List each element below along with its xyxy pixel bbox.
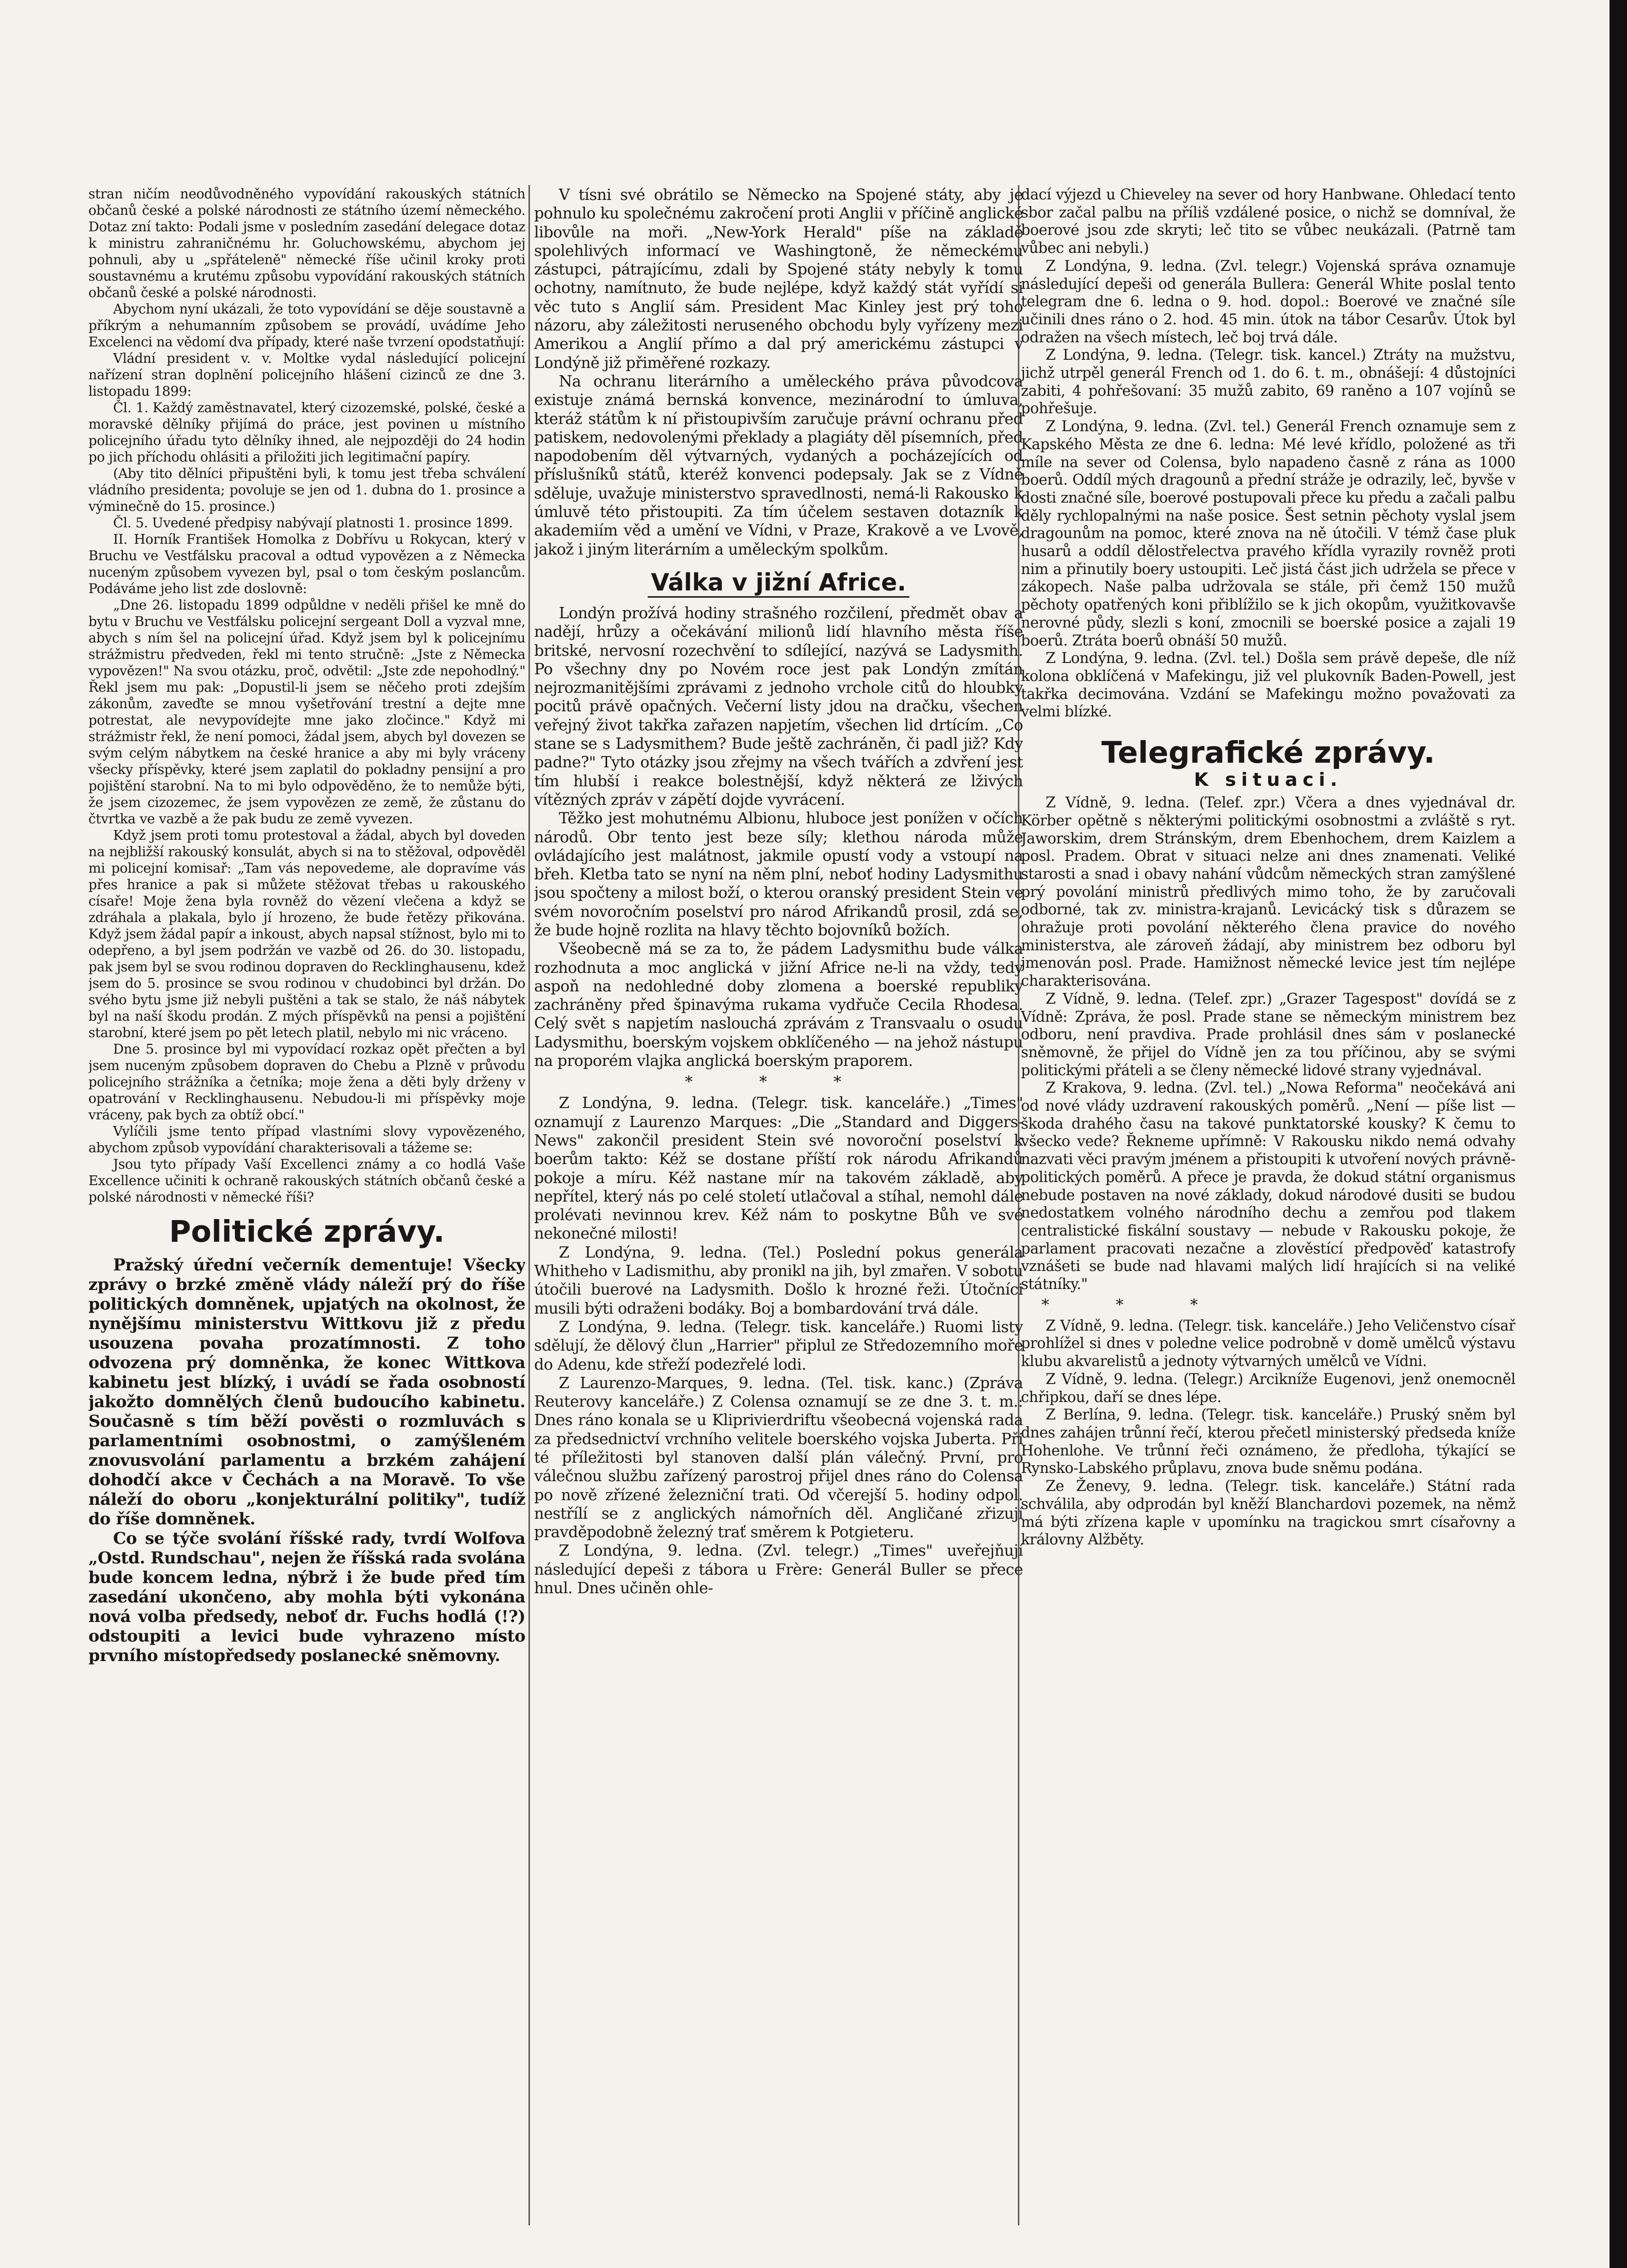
news-item: Z Londýna, 9. ledna. (Telegr. tisk. kanceláře.) „Times" oznamují z Laurenzo Marques: „Die „Standard and Diggers-News" zakončil president Stein své novoroční poselství k boerům takto: Kéž se dostane příští rok národu Afrikandů pokoje a míru. Kéž nastane mír na takovém základě, aby nepřítel, který nás po celé století utlačoval a stíhal, nemohl dále prolévati nevinnou krev. Kéž nám to poskytne Bůh ve své nekonečné milosti! [534,1094,1023,1243]
article-paragraph: Dne 5. prosince byl mi vypovídací rozkaz opět přečten a byl jsem nuceným způsobem dopraven do Chebu a Plzně v průvodu policejního strážníka a četníka; moje žena a děti byly drženy v opatrování v Recklinghausenu. Nebudou-li mi příspěvky moje vráceny, pak bych za obtíž obcí." [88,1042,525,1123]
article-paragraph: Když jsem proti tomu protestoval a žádal, abych byl doveden na nejbližší rakouský konsulát, abych si na to stěžoval, odpověděl mi policejní komisař: „Tam vás nepovedeme, ale dopravíme vás přes hranice a pak si můžete stěžovat třebas u rakouského císaře! Moje žena byla rovněž do vězení vlečena a když se zdráhala a plakala, bylo jí hrozeno, že bude řetězy přikována. Když jsem žádal papír a inkoust, abych napsal stížnost, bylo mi to odepřeno, a byl jsem podržán ve vazbě od 26. do 30. listopadu, pak jsem byl se svou rodinou dopraven do Recklinghausenu, kdež jsem do 5. prosince se svou rodinou v chudobinci byl držán. Do svého bytu jsme již nebyli puštěni a tak se stalo, že náš nábytek byl na naší škodu prodán. Z mých příspěvků na pensi a pojištění starobní, které jsem po pět letech platil, nebylo mi nic vráceno. [88,828,525,1041]
article-paragraph: Na ochranu literárního a uměleckého práva původcova existuje známá bernská konvence, mezinárodní to úmluva, kteráž státům k ní přistoupivším zaručuje právní ochranu před patiskem, nedovolenými překlady a plagiáty děl písemních, před napodobením děl výtvarných, vydaných a pocházejících od příslušníků států, kteréž konvenci podepsaly. Jak se z Vídně sděluje, uvažuje ministerstvo spravedlnosti, nemá-li Rakousko k úmluvě této přistoupiti. Za tím účelem sestaven dotazník k akademiím věd a umění ve Vídni, v Praze, Krakově a ve Lvově, jakož i jiným literárním a uměleckým spolkům. [534,372,1023,559]
section-heading-text: Válka v jižní Africe. [648,568,909,598]
column-right [1021,186,1515,2239]
news-item: Z Vídně, 9. ledna. (Telegr. tisk. kanceláře.) Jeho Veličenstvo císař prohlížel si dnes v poledne velice podrobně v domě umělců výstavu klubu akvarelistů a jednoty výtvarných umělců ve Vídni. [1021,1317,1515,1370]
section-heading-valka-v-jizni-africe [534,566,1023,598]
news-item: Z Vídně, 9. ledna. (Telef. zpr.) Včera a dnes vyjednával dr. Körber opětně s některými politickými osobnostmi a zvláště s ryt. Jaworskim, drem Stránským, drem Ebenhochem, drem Kaizlem a posl. Pradem. Obrat v situaci nelze ani dnes znamenati. Veliké starosti a snad i obavy nahání vůdcům německých stran zamýšlené prý povolání ministrů předlivých mimo toho, že by zaručovali odborné, tak zv. ministra-krajanů. Levicácký tisk s důrazem se ohražuje proti povolání některého člena pravice do nového ministerstva, ale zároveň žádají, aby ministrem bez odboru byl jmenován posl. Prade. Hamižnost německé levice jest tím nejlépe charakterisována. [1021,794,1515,990]
news-item: Z Londýna, 9. ledna. (Zvl. tel.) Došla sem právě depeše, dle níž kolona obklíčená v Mafekingu, již vel plukovník Baden-Powell, jest takřka decimována. Vzdání se Mafekingu možno považovati za velmi blízké. [1021,650,1515,721]
news-item: Z Londýna, 9. ledna. (Zvl. telegr.) Vojenská správa oznamuje následující depeši od generála Bullera: Generál White poslal tento telegram dne 6. ledna o 9. hod. dopol.: Boerové ve značné síle učinili dnes ráno o 2. hod. 45 min. útok na tábor Cesarův. Útok byl odražen na všech místech, leč boj trvá dále. [1021,257,1515,346]
column-left [88,186,525,2239]
section-separator-stars: * * * [685,1073,872,1092]
news-item: Ze Ženevy, 9. ledna. (Telegr. tisk. kanceláře.) Státní rada schválila, aby odprodán byl kněží Blanchardovi pozemek, na němž má býti zřízena kaple v upomínku na tragickou smrt císařovny a královny Alžběty. [1021,1478,1515,1548]
article-paragraph: II. Horník František Homolka z Dobřívu u Rokycan, který v Bruchu ve Vestfálsku pracoval a odtud vypovězen a z Německa nuceným způsobem vyvezen byl, psal o tom českým poslancům. Podáváme jeho list zde doslovně: [88,532,525,597]
article-paragraph: „Dne 26. listopadu 1899 odpůldne v neděli přišel ke mně do bytu v Bruchu ve Vestfálsku policejní sergeant Doll a vyzval mne, abych s ním šel na policejní úřad. Když jsem byl k policejnímu strážmistru předveden, řekl mi tento stručně: „Jste z Německa vypovězen!" Na svou otázku, proč, odvětil: „Jste zde nepohodlný." Řekl jsem mu pak: „Dopustil-li jsem se něčeho proti zdejším zákonům, zaveďte se mnou vyšetřování trestní a dejte mne potrestat, ale nevypovídejte mne jako zločince." Když mi strážmistr řekl, že není pomoci, žádal jsem, abych byl dovezen se svým celým nábytkem na české hranice a aby mi byly vráceny všecky příspěvky, které jsem zaplatil do pokladny pensijní a pro pojištění starobní. Na to mi bylo odpověděno, že to nemůže býti, že jsem cizozemec, že jsem vypovězen ze země, že zůstanu do čtvrtka ve vazbě a že pak budu ze země vyvezen. [88,598,525,827]
section-heading-politicke-zpravy: Politické zprávy. [169,1214,445,1249]
news-item: Z Londýna, 9. ledna. (Zvl. telegr.) „Times" uveřejňují následující depeši z tábora u Frère: Generál Buller se přece hnul. Dnes učiněn ohle- [534,1542,1023,1598]
scan-edge [1610,0,1627,2268]
article-paragraph: Vylíčili jsme tento případ vlastními slovy vypovězeného, abychom způsob vypovídání charakterisovali a tážeme se: [88,1124,525,1156]
news-item: Z Vídně, 9. ledna. (Telef. zpr.) „Grazer Tagespost" dovídá se z Vídně: Zpráva, že posl. Prade stane se německým ministrem bez odboru, není pravdiva. Prade prohlásil dnes sám v poslanecké sněmovně, že přijel do Vídně jen za tou příčinou, aby se svými politickými přáteli a se členy německé lidové strany vyjednával. [1021,990,1515,1079]
news-item: Z Londýna, 9. ledna. (Telegr. tisk. kanceláře.) Ruomi listy sdělují, že dělový člun „Harrier" připlul ze Středozemního moře do Adenu, kde střeží podezřelé lodi. [534,1318,1023,1374]
news-item: Z Laurenzo-Marques, 9. ledna. (Tel. tisk. kanc.) (Zpráva Reuterovy kanceláře.) Z Colensa oznamují se ze dne 3. t. m.: Dnes ráno konala se u Kliprivierdriftu všeobecná vojenská rada za předsednictví vrchního velitele boerského vojska Juberta. Při té příležitosti byl stanoven další plán válečný. První, pro válečnou službu zařízený parostroj přijel dnes ráno do Colensa po nově zřízené železniční trati. Od včerejší 5. hodiny odpol. nestřílí se z anglických námořních děl. Angličané zřizují pravděpodobně železný trať směrem k Potgieteru. [534,1374,1023,1542]
article-paragraph: Čl. 1. Každý zaměstnavatel, který cizozemské, polské, české a moravské dělníky přijímá do práce, jest povinen u místního policejního úřadu tyto dělníky ihned, ale nejpozději do 24 hodin po jich příchodu ohlásiti a přiložiti jich legitimační papíry. [88,400,525,465]
article-paragraph: Všeobecně má se za to, že pádem Ladysmithu bude válka rozhodnuta a moc anglická v jižní Africe ne-li na vždy, tedy aspoň na nedohledné doby zlomena a boerské republiky zachráněny před špinavýma rukama vydřuče Cecila Rhodesa. Celý svět s napjetím naslouchá zprávám z Transvaalu o osudu Ladysmithu, boerským vojskem obklíčeného — na jehož nástupu na proporém vlajka anglická boerským praporem. [534,940,1023,1071]
article-paragraph: Vládní president v. v. Moltke vydal následující policejní nařízení stran doplnění policejního hlášení cizinců ze dne 3. listopadu 1899: [88,351,525,399]
article-paragraph: dací výjezd u Chieveley na sever od hory Hanbwane. Ohledací tento sbor začal palbu na příliš vzdálené posice, o nichž se domníval, že boerové jsou zde skryti; leč tito se vůbec neukázali. (Patrně tam vůbec ani nebyli.) [1021,186,1515,257]
article-paragraph: (Aby tito dělníci připuštěni byli, k tomu jest třeba schválení vládního presidenta; povoluje se jen od 1. dubna do 1. prosince a výminečně do 15. prosince.) [88,466,525,514]
news-item: Z Vídně, 9. ledna. (Telegr.) Arcikníže Eugenovi, jenž onemocněl chřipkou, daří se dnes lépe. [1021,1370,1515,1406]
article-paragraph: Jsou tyto případy Vaší Excellenci známy a co hodlá Vaše Excellence učiniti k ochraně rakouských státních občanů české a polské národnosti v německé říši? [88,1157,525,1205]
article-paragraph: Pražský úřední večerník dementuje! Všecky zprávy o brzké změně vlády náleží prý do říše politických domněnek, upjatých na okolnost, že nynějšímu ministerstvu Wittkovu již z předu usouzena povaha prozatímnosti. Z toho odvozena prý domněnka, že konec Wittkova kabinetu jest blízký, i uvádí se řada osobností jakožto domnělých členů budoucího kabinetu. Současně s tím běží pověsti o rozmluvách s parlamentními osobnostmi, o zamýšleném znovusvolání parlamentu a brzkém zahájení dohodčí akce v Čechách a na Moravě. To vše náleží do oboru „konjekturální politiky", tudíž do říše domněnek. [88,1255,525,1528]
article-paragraph: Těžko jest mohutnému Albionu, hluboce jest ponížen v očích národů. Obr tento jest beze síly; klethou národa může ovládajícího jest malátnost, jakmile opustí vody a vstoupí na břeh. Kletba tato se nyní na něm plní, neboť hodiny Ladysmithu jsou spočteny a milost boží, o kterou oranský president Stein ve svém novoročním poselství pro národ Afrikandů prosil, zdá se, že bude hojně rozlita na hlavy těchto bojovníků božích. [534,809,1023,939]
news-item: Z Londýna, 9. ledna. (Telegr. tisk. kancel.) Ztráty na mužstvu, jichž utrpěl generál French od 1. do 6. t. m., obnášejí: 4 důstojníci zabiti, 4 pohřešovaní: 35 mužů zabito, 69 raněno a 107 vojínů se pohřešuje. [1021,346,1515,417]
section-separator-stars: * * * [1041,1296,1229,1314]
article-paragraph: stran ničím neodůvodněného vypovídání rakouských státních občanů české a polské národnosti ze státního území německého. Dotaz zní takto: Podali jsme v posledním zasedání delegace dotaz k ministru zahraničnému hr. Goluchowskému, abychom jej pohnuli, aby u „spřáteleně" německé říše učinil kroky proti soustavnému a krutému způsobu vypovídání rakouských státních občanů české a polské národnosti. [88,187,525,301]
news-item: Z Londýna, 9. ledna. (Zvl. tel.) Generál French oznamuje sem z Kapského Města ze dne 6. ledna: Mé levé křídlo, položené as tři míle na sever od Colensa, bylo napadeno časně z rána as 1000 boerů. Oddíl mých dragounů a přední stráže je odrazily, leč, byvše v dosti značné síle, boerové postupovali přece ku předu a začali palbu děly rychlopalnými na naše posice. Šest setnin pěchoty vyslal jsem dragounům na pomoc, které znova na ně útočili. V témž čase pluk husarů a oddíl dělostřelectva pravého křídla vyrazily rovněž proti nim a přinutily boery ustoupiti. Leč jistá část jich udržela se přece v zákopech. Naše palba udržovala se stále, při čemž 150 mužů pěchoty opatřených koni přiblížilo se k jich okopům, využitkovavše nerovné půdy, slezli s koní, zmocnili se boerské posice a zajali 19 boerů. Ztráta boerů obnáší 50 mužů. [1021,418,1515,649]
article-paragraph: Co se týče svolání říšské rady, tvrdí Wolfova „Ostd. Rundschau", nejen že říšská rada svolána bude koncem ledna, nýbrž i že bude před tím zasedání ukončeno, aby mohla býti vykonána nová volba předsedy, neboť dr. Fuchs hodlá (!?) odstoupiti a levici bude vyhrazeno místo prvního místopředsedy poslanecké sněmovny. [88,1528,525,1665]
subsection-heading-k-situaci: K situaci. [1194,769,1343,791]
article-paragraph: Abychom nyní ukázali, že toto vypovídání se děje soustavně a příkrým a nehumanním způsobem se provádí, uvádíme Jeho Excelenci na vědomí dva případy, které naše tvrzení opodstatňují: [88,302,525,350]
column-middle [534,186,1023,2239]
news-item: Z Berlína, 9. ledna. (Telegr. tisk. kanceláře.) Pruský sněm byl dnes zahájen trůnní řečí, kterou přečetl ministerský předseda kníže Hohenlohe. Ve trůnní řeči oznámeno, že předloha, týkající se Rynsko-Labského průplavu, znova bude sněmu podána. [1021,1406,1515,1477]
news-item: Z Krakova, 9. ledna. (Zvl. tel.) „Nowa Reforma" neočekává ani od nové vlády uzdravení rakouských poměrů. „Není — píše list — škoda drahého času na takové punktatorské kousky? K čemu to všecko vede? Řekneme upřímně: V Rakousku nikdo nemá odvahy nazvati věci pravým jménem a přistoupiti k utvoření nových právně-politických poměrů. A přece je pravda, že dokud státní organismus nebude postaven na nové základy, dokud národové dusiti se budou nedostatkem volného národního dechu a zemřou pod tlakem centralistické fiskální soustavy — nebude v Rakousku pokoje, že parlament pracovati nezačne a zlověstící předpověď katastrofy vznášeti se bude nad hlavami malých lidí hrajících si na veliké státníky." [1021,1079,1515,1293]
news-item: Z Londýna, 9. ledna. (Tel.) Poslední pokus generála Whitheho v Ladismithu, aby pronikl na jih, byl zmařen. V sobotu útočili buerové na Ladysmith. Došlo k hrozné řeži. Útočníci musili býti odraženi bodáky. Boj a bombardování trvá dále. [534,1243,1023,1318]
section-heading-telegraficke-zpravy: Telegrafické zprávy. [1101,735,1435,770]
article-paragraph: Čl. 5. Uvedené předpisy nabývají platnosti 1. prosince 1899. [113,515,513,531]
article-paragraph: Londýn prožívá hodiny strašného rozčilení, předmět obav a nadějí, hrůzy a očekávání milionů lidí hlavního města říše britské, nervosní rozechvění to sdílející, nazývá se Ladysmith. Po všechny dny po Novém roce jest pak Londýn zmítán nejrozmanitějšími zprávami z jednoho vrchole citů do hloubky pocitů právě opačných. Večerní listy jdou na dračku, všechen veřejný život takřka zařazen napjetím, všechen lid drtícím. „Co stane se s Ladysmithem? Bude ještě zachráněn, či padl již? Kdy padne?" Tyto otázky jsou zřejmy na všech tvářích a zdvření jest tím hlubší i reakce bolestnější, když některá ze lživých vítězných zpráv v zápětí dojde vyvrácení. [534,604,1023,809]
article-paragraph: V tísni své obrátilo se Německo na Spojené státy, aby je pohnulo ku společnému zakročení proti Anglii v příčině anglické libovůle na moři. „New-York Herald" píše na základě spolehlivých informací ve Washingtoně, že německému zástupci, pátrajícímu, zdali by Spojené státy nebyly k tomu ochotny, namítnuto, že bude nejlépe, když každý stát vyřídí si věc tuto s Anglií sám. President Mac Kinley jest prý toho názoru, aby záležitosti neruseného obchodu byly vyřízeny mezi Amerikou a Anglií přímo a dal prý americkému zástupci v Londýně již přiměřené rozkazy. [534,186,1023,372]
column-rule [528,185,530,2225]
